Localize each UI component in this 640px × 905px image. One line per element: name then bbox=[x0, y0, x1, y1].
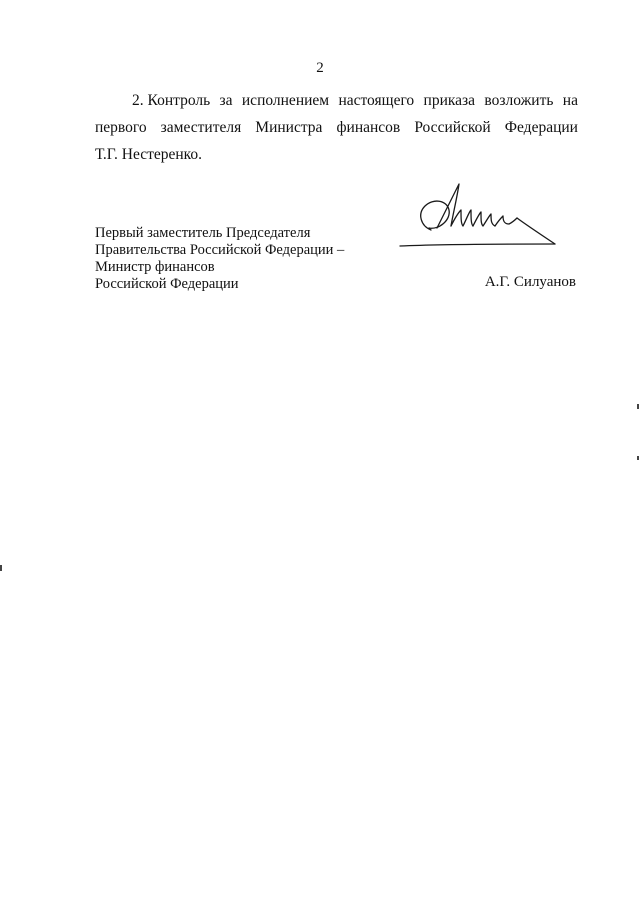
paragraph-line-3: Т.Г. Нестеренко. bbox=[95, 146, 203, 163]
word: 2. Контроль bbox=[132, 92, 211, 109]
paragraph-line-1-words bbox=[95, 91, 578, 111]
page-number: 2 bbox=[316, 60, 324, 76]
signatory-name: А.Г. Силуанов bbox=[484, 274, 576, 290]
signatory-title-line: Российской Федерации bbox=[95, 276, 239, 292]
word: приказа bbox=[423, 92, 476, 109]
word: первого bbox=[95, 119, 147, 136]
paragraph-line-1 bbox=[95, 91, 578, 111]
word: Российской bbox=[414, 119, 491, 136]
word: заместителя bbox=[160, 119, 242, 136]
word: исполнением bbox=[241, 92, 330, 109]
word: Федерации bbox=[504, 119, 578, 136]
word: возложить bbox=[484, 92, 554, 109]
paragraph-line-2 bbox=[95, 118, 578, 138]
signatory-title-line: Правительства Российской Федерации – bbox=[95, 242, 345, 258]
word: финансов bbox=[336, 119, 401, 136]
signatory-title-line: Министр финансов bbox=[95, 259, 215, 275]
scan-edge-mark bbox=[637, 404, 639, 409]
word: на bbox=[562, 92, 578, 109]
word: за bbox=[219, 92, 233, 109]
signatory-title-line: Первый заместитель Председателя bbox=[95, 225, 311, 241]
handwritten-signature-icon bbox=[395, 178, 565, 253]
word: настоящего bbox=[338, 92, 415, 109]
signatory-title bbox=[95, 225, 344, 293]
scan-edge-mark bbox=[0, 565, 2, 571]
scan-edge-mark bbox=[637, 456, 639, 460]
word: Министра bbox=[255, 119, 323, 136]
